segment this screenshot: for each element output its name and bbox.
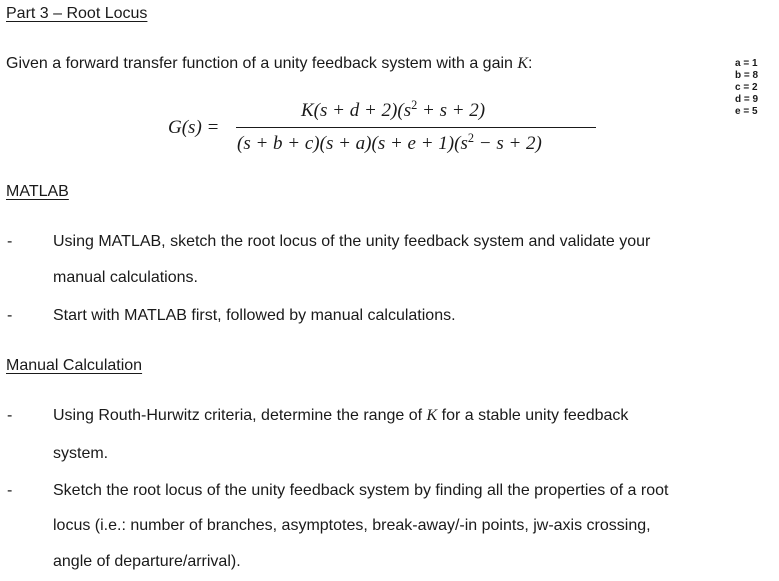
equation-denominator bbox=[237, 133, 542, 155]
bullet-text: Using MATLAB, sketch the root locus of the unity feedback system and validate your bbox=[53, 233, 651, 250]
equation-numerator bbox=[301, 100, 485, 122]
part-title: Part 3 – Root Locus bbox=[6, 5, 148, 22]
intro-text: Given a forward transfer function of a unity feedback system with a gain bbox=[6, 55, 518, 72]
intro-end: : bbox=[528, 55, 533, 72]
param-d: d = 9 bbox=[735, 94, 759, 105]
fraction-bar bbox=[236, 127, 596, 128]
bullet-dash: - bbox=[7, 407, 13, 424]
param-e: e = 5 bbox=[735, 106, 758, 117]
gain-symbol: K bbox=[517, 55, 529, 72]
bullet-text: Sketch the root locus of the unity feedback system by finding all the properties of a root bbox=[53, 482, 669, 499]
numerator-exponent: 2 bbox=[411, 98, 418, 113]
param-c: c = 2 bbox=[735, 82, 758, 93]
bullet-dash: - bbox=[7, 482, 13, 499]
bullet-dash: - bbox=[7, 233, 13, 250]
denominator-part1: (s + b + c)(s + a)(s + e + 1)(s bbox=[237, 133, 468, 154]
param-b: b = 8 bbox=[735, 70, 759, 81]
matlab-heading: MATLAB bbox=[6, 183, 69, 200]
bullet-text: manual calculations. bbox=[53, 269, 198, 286]
bullet-text-pre: Using Routh-Hurwitz criteria, determine the range of bbox=[53, 407, 427, 424]
bullet-text: system. bbox=[53, 445, 109, 462]
bullet-text: angle of departure/arrival). bbox=[53, 553, 241, 570]
param-a: a = 1 bbox=[735, 58, 758, 69]
equation-lhs: G(s) = bbox=[168, 117, 220, 138]
bullet-text: locus (i.e.: number of branches, asymptotes, break-away/-in points, jw-axis crossing, bbox=[53, 517, 651, 534]
numerator-part2: + s + 2) bbox=[417, 100, 486, 121]
bullet-dash: - bbox=[7, 307, 13, 324]
intro-line bbox=[6, 55, 533, 73]
numerator-part1: K(s + d + 2)(s bbox=[301, 100, 412, 121]
denominator-exponent: 2 bbox=[467, 131, 475, 146]
gain-symbol: K bbox=[426, 407, 438, 424]
denominator-part2: − s + 2) bbox=[474, 133, 542, 154]
parameter-list bbox=[735, 58, 758, 118]
manual-heading: Manual Calculation bbox=[6, 357, 143, 374]
bullet-text bbox=[53, 407, 628, 425]
bullet-text: Start with MATLAB first, followed by manual calculations. bbox=[53, 307, 456, 324]
bullet-text-post: for a stable unity feedback bbox=[437, 407, 629, 424]
